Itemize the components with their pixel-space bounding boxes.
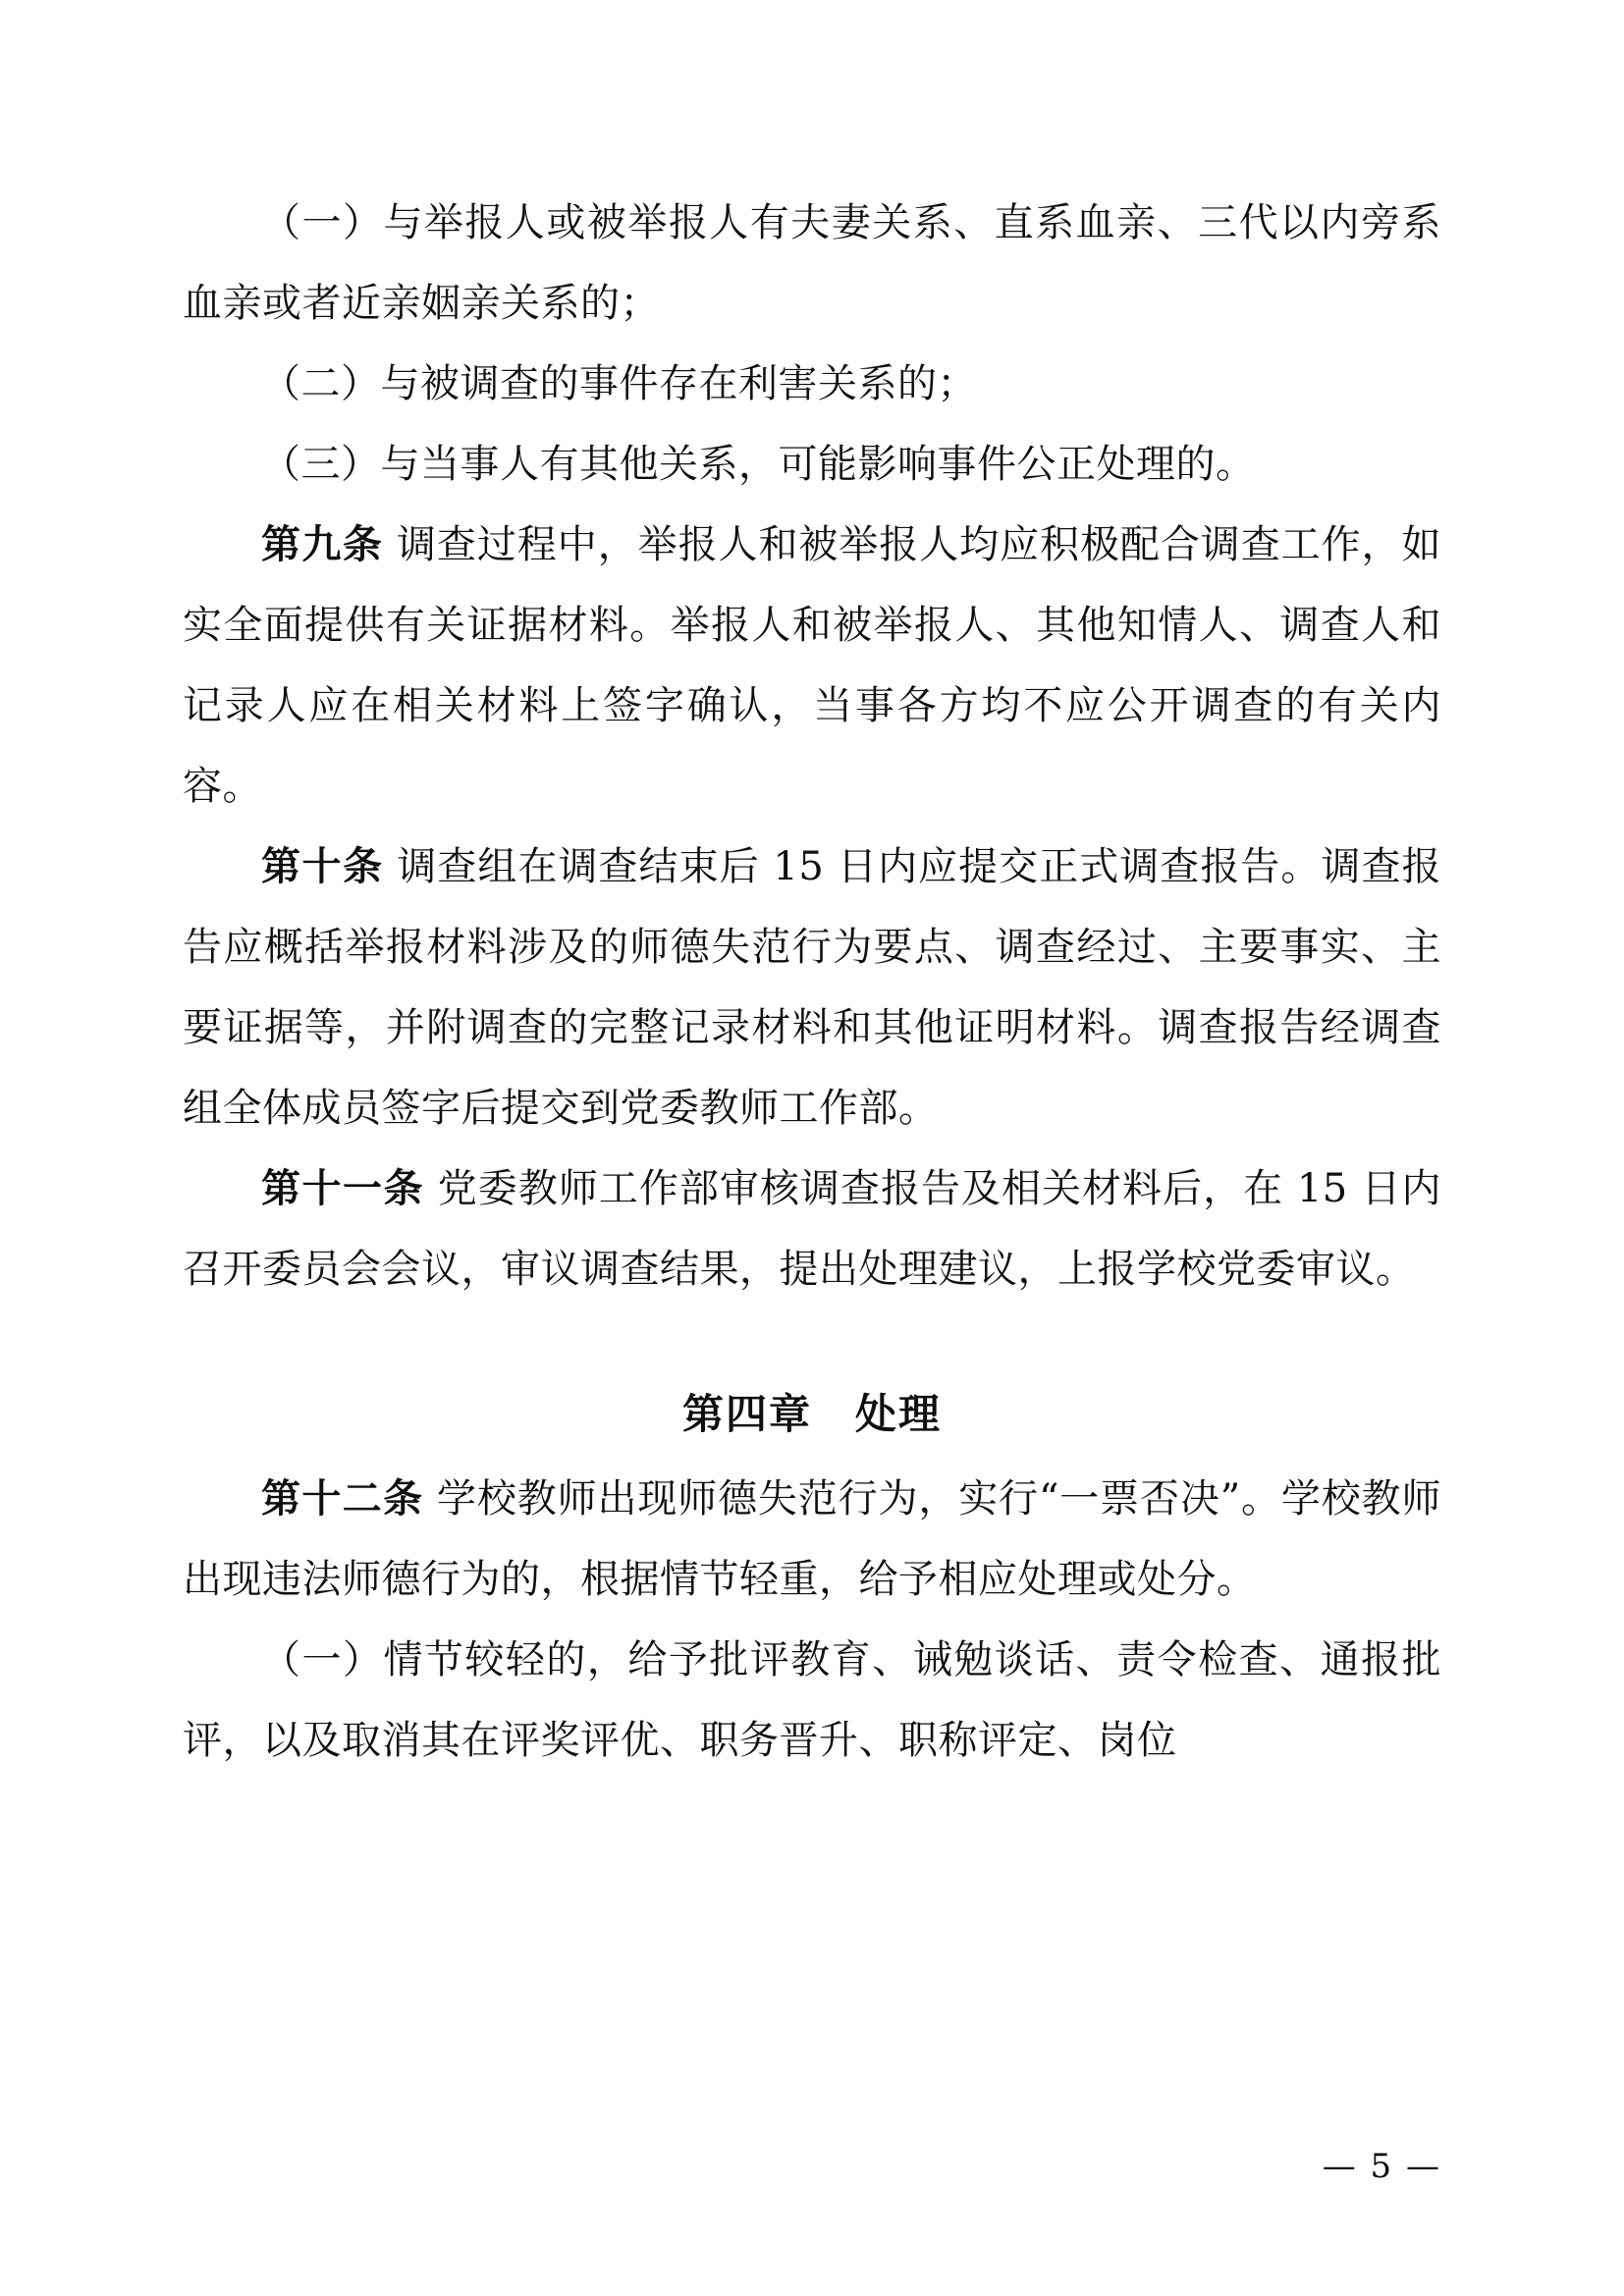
- article-ten-label: 第十条: [261, 843, 384, 889]
- article-eleven: [183, 1148, 1441, 1309]
- article-eleven-text: 党委教师工作部审核调查报告及相关材料后，在 15 日内召开委员会会议，审议调查结果，提出处理建议，上报学校党委审议。: [183, 1166, 1441, 1292]
- list-item-1-text: （一）与举报人或被举报人有夫妻关系、直系血亲、三代以内旁系血亲或者近亲姻亲关系的；: [183, 200, 1441, 326]
- article-ten-text: 调查组在调查结束后 15 日内应提交正式调查报告。调查报告应概括举报材料涉及的师德失范行为要点、调查经过、主要事实、主要证据等，并附调查的完整记录材料和其他证明材料。调查报告经调查组全体成员签字后提交到党委教师工作部。: [183, 844, 1442, 1131]
- article-twelve-list-item-1-text: （一）情节较轻的，给予批评教育、诫勉谈话、责令检查、通报批评，以及取消其在评奖评优、职务晋升、职称评定、岗位: [183, 1637, 1441, 1763]
- article-twelve-list-item-1: [183, 1620, 1441, 1781]
- list-item-3-text: （三）与当事人有其他关系，可能影响事件公正处理的。: [261, 442, 1256, 487]
- article-ten: [183, 827, 1441, 1148]
- list-item-2-text: （二）与被调查的事件存在利害关系的；: [261, 361, 977, 406]
- article-twelve-text: 学校教师出现师德失范行为，实行“一票否决”。学校教师出现违法师德行为的，根据情节轻重，给予相应处理或处分。: [183, 1476, 1441, 1602]
- article-nine-label: 第九条: [261, 521, 384, 567]
- list-item-3: [183, 424, 1441, 505]
- page-body: [183, 183, 1441, 1781]
- chapter-spacer: [183, 1309, 1441, 1374]
- chapter-heading: 第四章 处理: [681, 1390, 942, 1438]
- list-item-1: [183, 183, 1441, 344]
- article-eleven-label: 第十一条: [261, 1165, 425, 1211]
- article-nine-text: 调查过程中，举报人和被举报人均应积极配合调查工作，如实全面提供有关证据材料。举报人和被举报人、其他知情人、调查人和记录人应在相关材料上签字确认，当事各方均不应公开调查的有关内容。: [183, 522, 1442, 809]
- page-number: — 5 —: [1322, 2147, 1441, 2186]
- article-twelve-label: 第十二条: [261, 1475, 424, 1522]
- article-nine: [183, 505, 1441, 827]
- article-twelve: [183, 1459, 1441, 1620]
- list-item-2: [183, 344, 1441, 424]
